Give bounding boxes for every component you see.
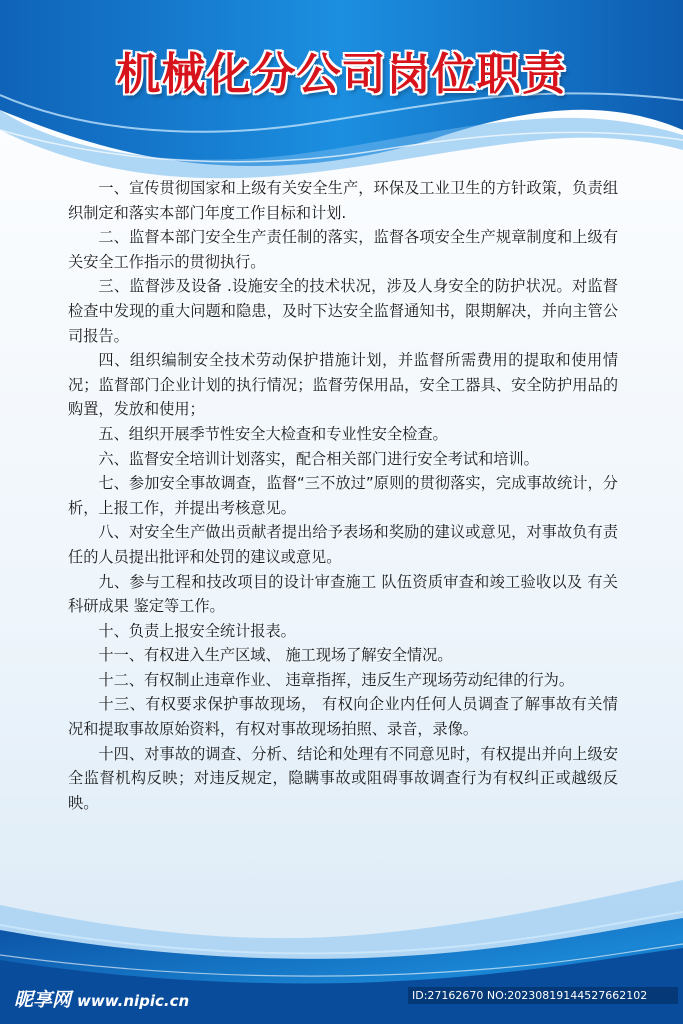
duty-item-4: 四、组织编制安全技术劳动保护措施计划，并监督所需费用的提取和使用情况；监督部门企业计划的执行情况；监督劳保用品，安全工器具、安全防护用品的购置，发放和使用；	[68, 351, 618, 419]
duty-item-9: 九、参与工程和技改项目的设计审查施工 队伍资质审查和竣工验收以及 有关科研成果 鉴定等工作。	[68, 572, 618, 616]
duty-item-6: 六、监督安全培训计划落实，配合相关部门进行安全考试和培训。	[98, 449, 539, 468]
duty-item-14: 十四、对事故的调查、分析、结论和处理有不同意见时，有权提出并向上级安全监督机构反映；对违反规定，隐瞒事故或阻碍事故调查行为有权纠正或越级反映。	[68, 744, 618, 812]
page-title: 机械化分公司岗位职责	[116, 49, 567, 100]
duty-item-7: 七、参加安全事故调查，监督“三不放过”原则的贯彻落实，完成事故统计，分析，上报工作，并提出考核意见。	[68, 474, 618, 517]
duty-item-8: 八、对安全生产做出贡献者提出给予表场和奖励的建议或意见，对事故负有责任的人员提出批评和处罚的建议或意见。	[68, 523, 618, 566]
duty-item-11: 十一、有权进入生产区域、 施工现场了解安全情况。	[98, 646, 453, 665]
duties-list	[68, 176, 618, 815]
duty-item-13: 十三、有权要求保护事故现场， 有权向企业内任何人员调查了解事故有关情况和提取事故原始资料，有权对事故现场拍照、录音，录像。	[68, 695, 618, 739]
watermark-logo-text: 昵享网	[14, 989, 72, 1011]
duty-item-1: 一、宣传贯彻国家和上级有关安全生产，环保及工业卫生的方针政策，负责组织制定和落实本部门年度工作目标和计划.	[68, 179, 618, 222]
duty-item-12: 十二、有权制止违章作业、 违章指挥，违反生产现场劳动纪律的行为。	[98, 670, 575, 689]
watermark-logo	[14, 985, 189, 1012]
image-id-label: ID:27162670 NO:20230819144527662102	[408, 987, 678, 1004]
watermark-site: www.nipic.cn	[77, 992, 190, 1010]
duty-item-5: 五、组织开展季节性安全大检查和专业性安全检查。	[98, 424, 448, 443]
duty-item-3: 三、监督涉及设备 .设施安全的技术状况，涉及人身安全的防护状况。对监督检查中发现的重大问题和隐患，及时下达安全监督通知书，限期解决，并向主管公司报告。	[68, 277, 618, 345]
duty-item-10: 十、负责上报安全统计报表。	[98, 621, 296, 640]
duty-item-2: 二、监督本部门安全生产责任制的落实，监督各项安全生产规章制度和上级有关安全工作指示的贯彻执行。	[68, 228, 618, 271]
